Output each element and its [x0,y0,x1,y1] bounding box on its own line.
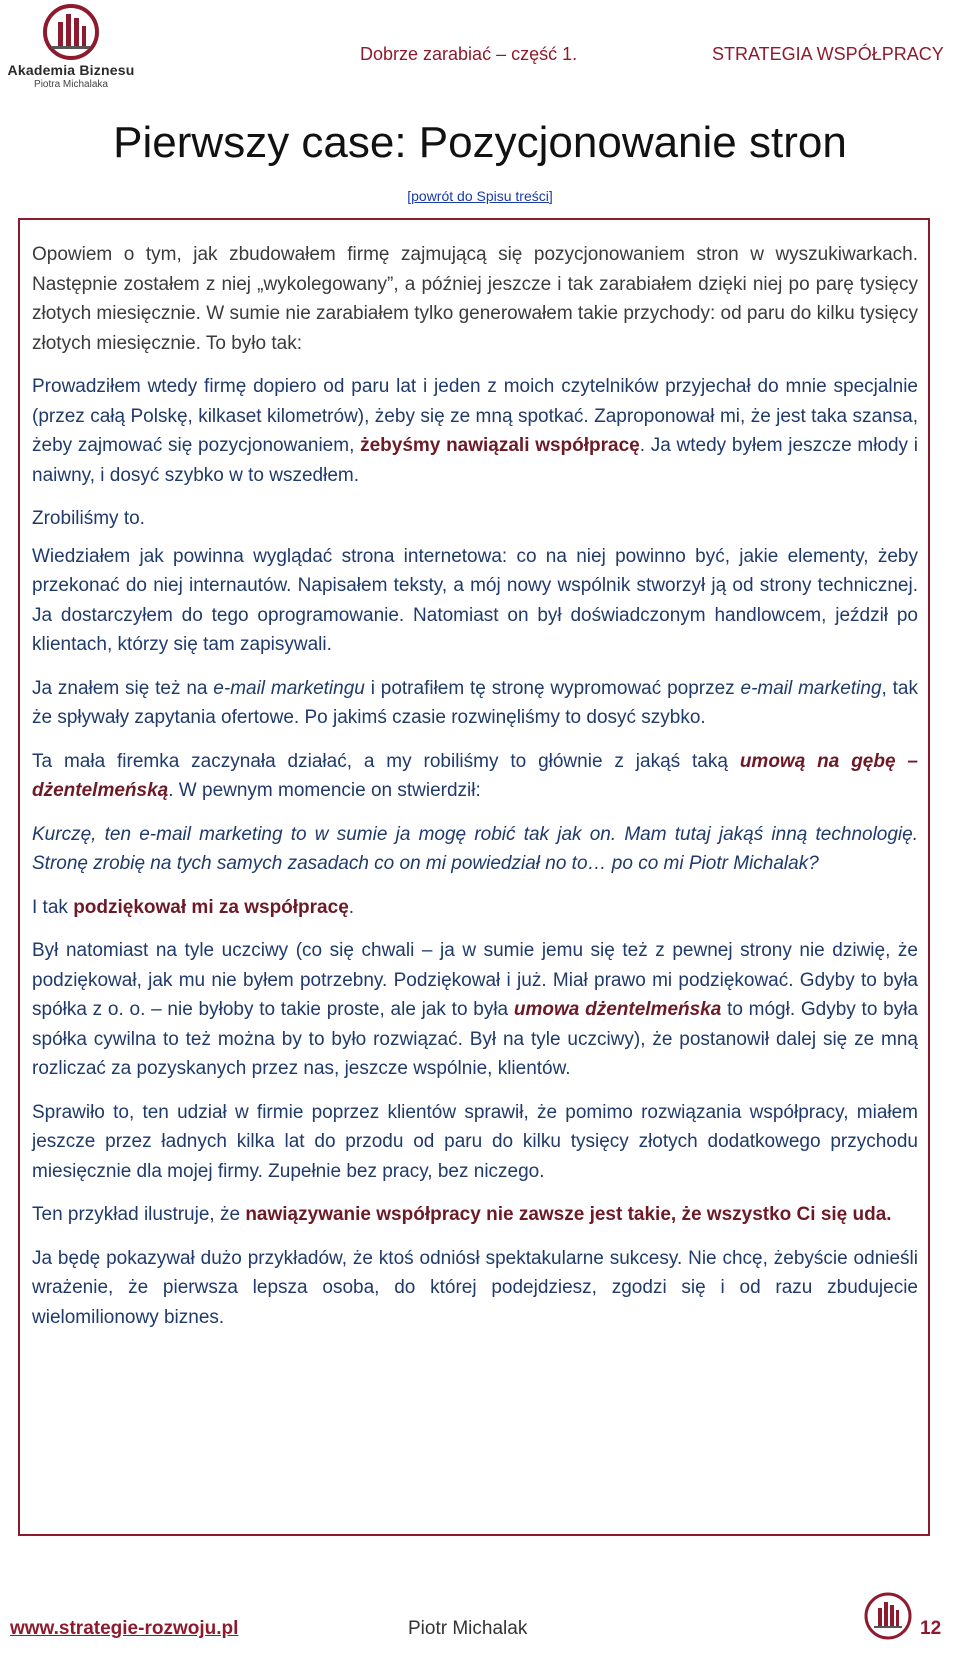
italic-text: umową na gębę – dżentelmeńską [32,750,918,801]
paragraph-text: . [348,896,355,918]
emphasis-text: nawiązywanie współpracy nie zawsze jest takie, że wszystko Ci się uda. [245,1204,892,1225]
paragraph-lesson [32,1200,918,1230]
page-header [0,0,960,100]
logo-subtitle: Piotra Michalaka [34,79,108,90]
paragraph-text: . W pewnym momencie on stwierdził: [168,780,481,801]
back-to-toc-link[interactable]: [powrót do Spisu treści] [407,188,553,204]
paragraph-email-marketing [32,674,918,733]
paragraph-result: Sprawiło to, ten udział w firmie poprzez klientów sprawił, że pomimo rozwiązania współpracy, miałem jeszcze przez ładnych kilka lat do przodu od paru do kilku tysięcy złotych dodatkowego przychodu miesięcznie dla mojej firmy. Zupełnie bez pracy, bez niczego. [32,1101,918,1182]
academy-logo [4,4,134,88]
paragraph-meeting [32,372,918,490]
logo-name: Akademia Biznesu [7,62,135,78]
page-title: Pierwszy case: Pozycjonowanie stron [113,118,847,167]
page-number: 12 [920,1618,942,1639]
italic-text: e-mail marketingu [213,677,365,699]
paragraph-closing: Ja będę pokazywał dużo przykładów, że ktoś odniósł spektakularne sukcesy. Nie chcę, żebyście odnieśli wrażenie, że pierwsza lepsza osoba, do której podejdziesz, zgodzi się i od razu zbudujecie wielomilionowy biznes. [32,1247,918,1328]
paragraph-short: Zrobiliśmy to. [32,508,145,529]
quote-text: Kurczę, ten e-mail marketing to w sumie ja mogę robić tak jak on. Mam tutaj jakąś inną technologię. Stronę zrobię na tych samych zasadach co on mi powiedział no to… po co mi Piotr Michalak? [32,823,918,874]
emphasis-text: żebyśmy nawiązali współpracę [360,435,640,456]
paragraph-text: Ja znałem się też na [32,677,214,699]
paragraph-thanks [32,893,918,923]
paragraph-agreement [32,747,918,806]
paragraph-text: I tak [32,896,74,918]
paragraph-text: i potrafiłem tę stronę wypromować poprzez [364,677,741,699]
paragraph-intro: Opowiem o tym, jak zbudowałem firmę zajmującą się pozycjonowaniem stron w wyszukiwarkach. Następnie zostałem z niej „wykolegowany”, a później jeszcze i tak zarabiałem dzięki niej po parę tysięcy złotych miesięcznie. W sumie nie zarabiałem tylko generowałem takie przychody: od paru do kilku tysięcy złotych miesięcznie. To było tak: [32,244,918,354]
paragraph-text: Prowadziłem wtedy firmę dopiero od paru lat i jeden z moich czytelników przyjechał do mnie specjalnie (przez całą Polskę, kilkaset kilometrów), żeby się ze mną spotkać. Zaproponował mi, że jest taka szansa, żeby zajmować się pozycjonowaniem, [32,376,918,456]
footer-author: Piotr Michalak [408,1618,528,1639]
italic-text: e-mail marketing [740,677,882,699]
paragraph-quote [32,820,918,879]
emphasis-text: podziękował mi za współpracę [73,896,349,918]
paragraph-text: Ta mała firemka zaczynała działać, a my robiliśmy to głównie z jakąś taką [32,750,740,772]
content-box [18,218,930,1536]
footer-logo-icon [862,1590,914,1642]
logo-emblem-icon [36,4,106,60]
paragraph-website: Wiedziałem jak powinna wyglądać strona internetowa: co na niej powinno być, jakie elementy, żeby przekonać do niej internautów. Napisałem teksty, a mój nowy wspólnik stworzył ją od strony technicznej. Ja dostarczyłem do tego oprogramowanie. Natomiast on był doświadczonym handlowcem, jeździł po klientach, którzy się tam zapisywali. [32,545,918,655]
paragraph-text: , tak że spływały zapytania ofertowe. Po jakimś czasie rozwinęliśmy to dosyć szybko. [32,677,918,728]
paragraph-text: Ten przykład ilustruje, że [32,1204,246,1225]
emphasis-text [514,999,721,1020]
italic-text: umowa dżentelmeńska [513,999,722,1020]
paragraph-honest [32,936,918,1084]
page-footer [0,1590,960,1660]
paragraph-text: to mógł. Gdyby to była spółka cywilna to też można by to było rozwiązać. Był na tyle uczciwy), że postanowił dalej się ze mną rozliczać za pozyskanych przez nas, jeszcze wspólnie, klientów. [32,999,918,1079]
paragraph-text: Był natomiast na tyle uczciwy (co się chwali – ja w sumie jemu się też z pewnej strony nie dziwię, że podziękował, jak mu nie byłem potrzebny. Podziękował i już. Miał prawo mi podziękować. Gdyby to była spółka z o. o. – nie byłoby to takie proste, ale jak to była [32,940,918,1020]
paragraph-text: . Ja wtedy byłem jeszcze młody i naiwny, i dosyć szybko w to wszedłem. [32,435,918,486]
document-title: Dobrze zarabiać – część 1. [360,44,578,64]
section-title: STRATEGIA WSPÓŁPRACY [712,44,944,64]
website-link[interactable]: www.strategie-rozwoju.pl [10,1618,239,1639]
